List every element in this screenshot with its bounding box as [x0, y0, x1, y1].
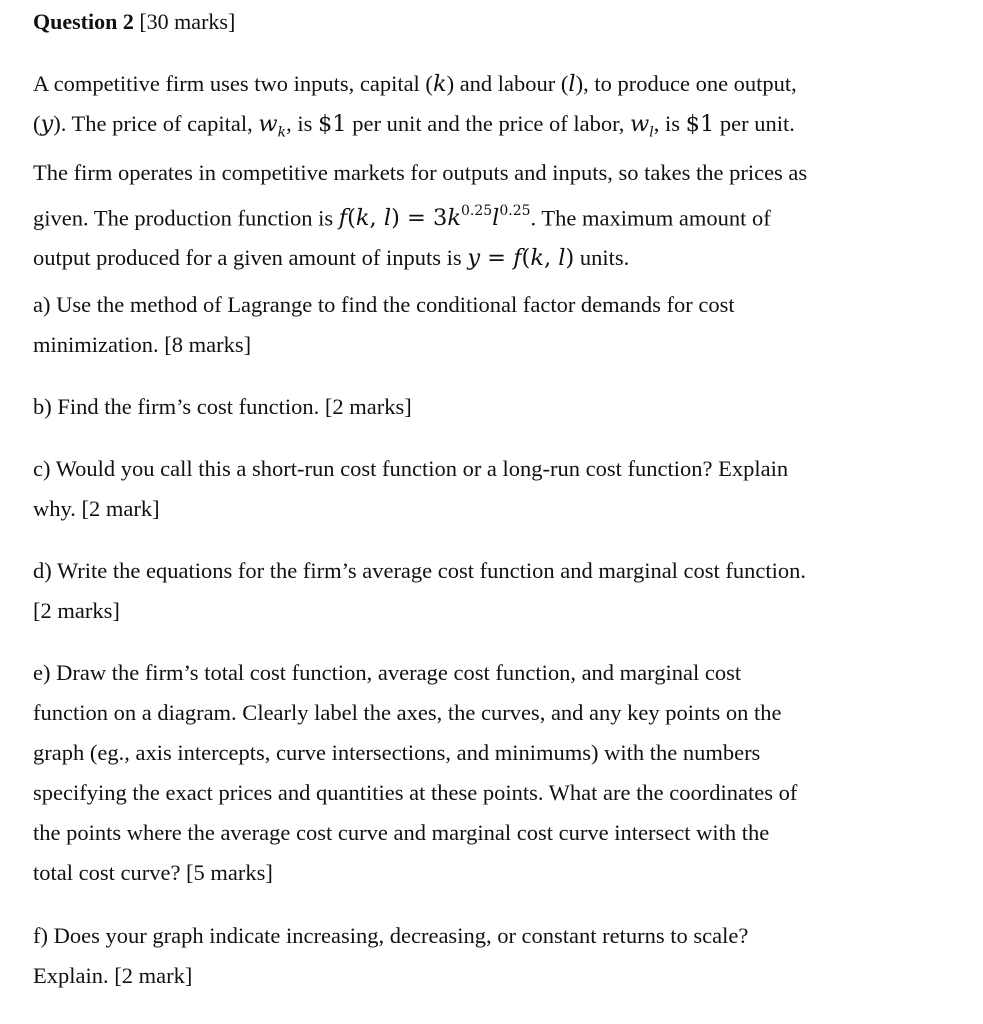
part-e [33, 653, 963, 893]
part-line: a) Use the method of Lagrange to find the conditional factor demands for cost [33, 292, 735, 317]
question-heading [33, 6, 235, 38]
part-line: [2 marks] [33, 598, 120, 623]
part-line: specifying the exact prices and quantities at these points. What are the coordinates of [33, 780, 798, 805]
part-d [33, 551, 963, 631]
question-marks: [30 marks] [139, 9, 236, 34]
output-equation: y = f(k, l) [467, 245, 575, 271]
part-f [33, 916, 963, 996]
part-line: graph (eg., axis intercepts, curve intersections, and minimums) with the numbers [33, 740, 761, 765]
intro-line: (y). The price of capital, $w_k$, is $1 per unit and the price of labor, $w_l$, is $1 per unit. [33, 111, 795, 141]
part-b [33, 387, 963, 427]
part-line: f) Does your graph indicate increasing, decreasing, or constant returns to scale? [33, 923, 749, 948]
part-line: the points where the average cost curve and marginal cost curve intersect with the [33, 820, 770, 845]
intro-line: The firm operates in competitive markets for outputs and inputs, so takes the prices as [33, 159, 808, 185]
production-function: f(k, $l) = 3k^{0.25}l^{0.25}$ [338, 202, 531, 231]
intro-paragraph [33, 64, 963, 278]
part-line: function on a diagram. Clearly label the axes, the curves, and any key points on the [33, 700, 782, 725]
part-c [33, 449, 963, 529]
intro-line: A competitive firm uses two inputs, capital (k) and labour (l), to produce one output, [33, 71, 797, 97]
part-line: total cost curve? [5 marks] [33, 860, 273, 885]
part-line: why. [2 mark] [33, 496, 160, 521]
part-line: minimization. [8 marks] [33, 332, 252, 357]
part-line: b) Find the firm’s cost function. [2 marks] [33, 394, 412, 419]
part-line: d) Write the equations for the firm’s average cost function and marginal cost function. [33, 558, 807, 583]
part-line: c) Would you call this a short-run cost function or a long-run cost function? Explain [33, 456, 789, 481]
intro-line: given. The production function is f(k, $l) = 3k^{0.25}l^{0.25}$. The maximum amount of [33, 202, 771, 231]
intro-line: output produced for a given amount of inputs is y = f(k, l) units. [33, 245, 630, 271]
question-label: Question 2 [33, 9, 134, 34]
part-line: Explain. [2 mark] [33, 963, 193, 988]
part-line: e) Draw the firm’s total cost function, average cost function, and marginal cost [33, 660, 742, 685]
part-a [33, 285, 963, 365]
